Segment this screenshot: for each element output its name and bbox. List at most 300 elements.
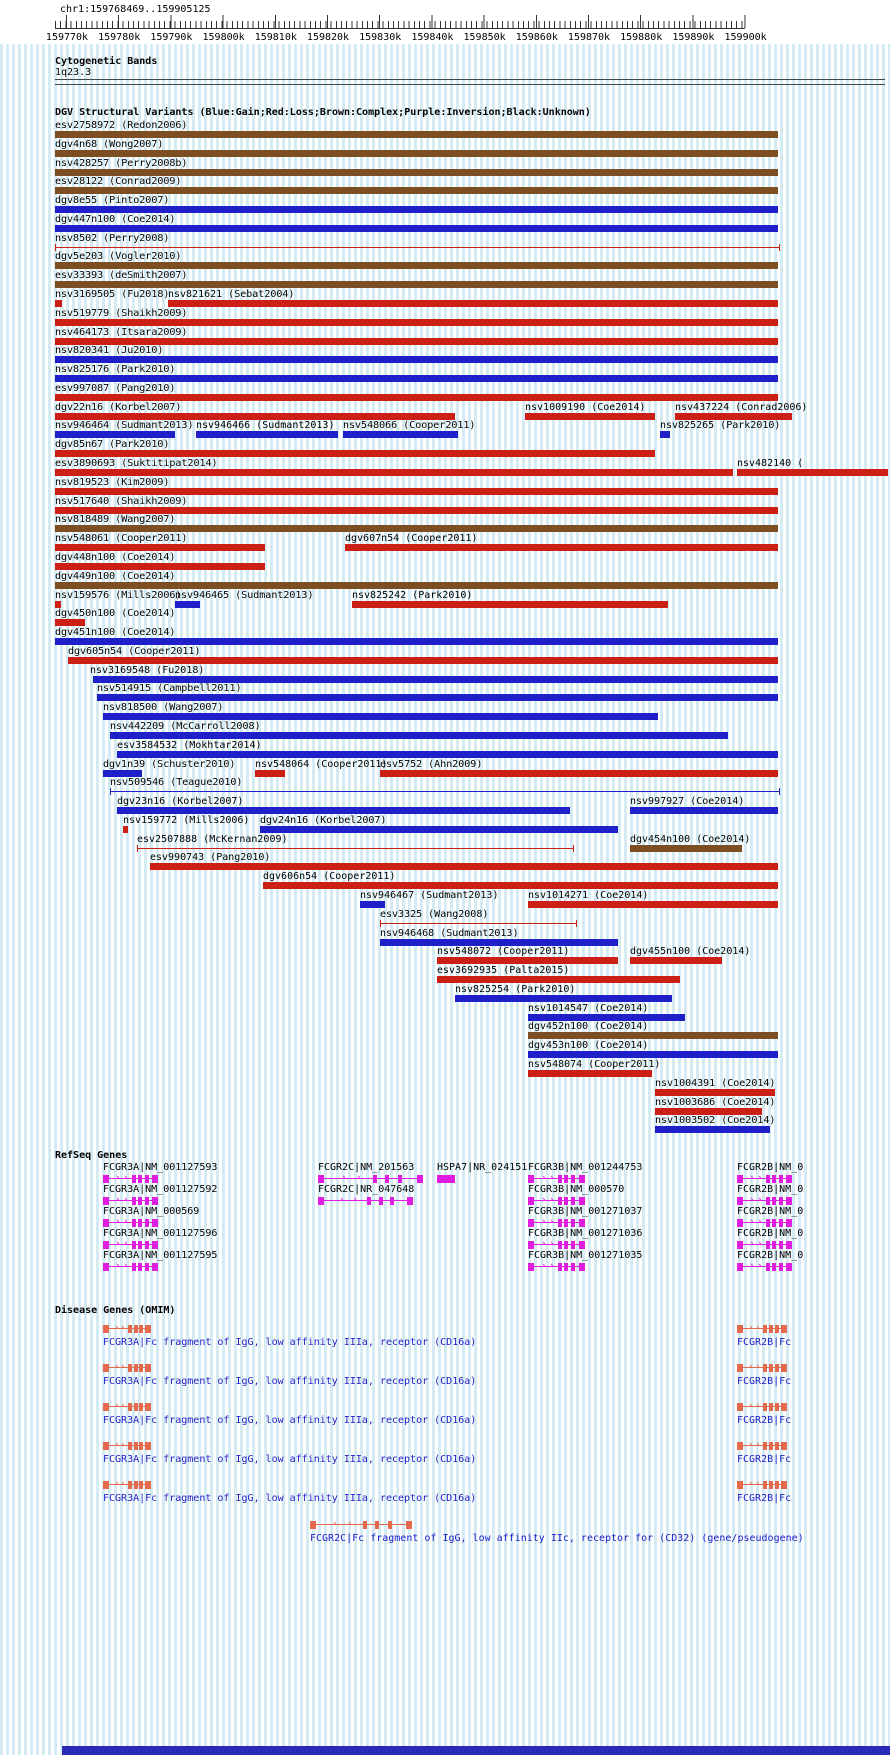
variant-bar[interactable] [55,582,778,589]
variant-bar[interactable] [55,356,778,363]
ruler-tick-label: 159880k [620,32,663,43]
variant-bar[interactable] [55,488,778,495]
variant-bar[interactable] [55,507,778,514]
variant-bar[interactable] [117,751,778,758]
gene-label[interactable]: FCGR2B|NM_0 [737,1206,804,1217]
variant-bar[interactable] [117,807,570,814]
gene-exon [407,1197,413,1205]
omim-genes-title: Disease Genes (OMIM) [55,1305,176,1316]
gene-exon [145,1481,151,1489]
variant-label[interactable]: dgv451n100 (Coe2014) [55,627,176,639]
dgv-track-title: DGV Structural Variants (Blue:Gain;Red:Loss;Brown:Complex;Purple:Inversion;Black:Unknown) [55,107,591,118]
variant-bar[interactable] [260,826,618,833]
gene-exon [379,1197,383,1205]
gene-exon [152,1197,158,1205]
variant-label[interactable]: nsv548064 (Cooper2011) [255,758,388,770]
gene-exon [145,1219,149,1227]
variant-bar[interactable] [352,601,668,608]
gene-label[interactable]: FCGR3B|NM_001271036 [528,1228,643,1239]
gene-exon [373,1175,377,1183]
gene-exon [152,1241,158,1249]
variant-label[interactable]: nsv482140 ( [737,458,804,470]
gene-exon [786,1219,792,1227]
variant-label[interactable]: nsv946466 (Sudmant2013) [196,420,335,432]
variant-bar[interactable] [97,694,778,701]
gene-glyph[interactable] [103,1363,151,1373]
gene-glyph[interactable] [103,1480,151,1490]
variant-label[interactable]: esv3325 (Wang2008) [380,908,489,920]
gene-exon [375,1521,379,1529]
variant-bar[interactable] [380,920,577,927]
variant-bar[interactable] [660,431,670,438]
gene-exon [571,1175,575,1183]
gene-exon [769,1403,773,1411]
variant-bar[interactable] [55,262,778,269]
variant-label[interactable]: nsv517640 (Shaikh2009) [55,495,188,507]
disease-gene-label[interactable]: FCGR3A|Fc fragment of IgG, low affinity IIIa, receptor (CD16a) [103,1415,477,1426]
variant-label[interactable]: nsv946467 (Sudmant2013) [360,889,499,901]
gene-label[interactable]: FCGR2B|NM_0 [737,1162,804,1173]
gene-glyph[interactable] [103,1174,158,1184]
variant-label[interactable]: nsv514915 (Campbell2011) [97,683,242,695]
gene-exon [763,1481,767,1489]
variant-label[interactable]: nsv1014547 (Coe2014) [528,1002,649,1014]
variant-label[interactable]: nsv825242 (Park2010) [352,589,473,601]
variant-bar[interactable] [380,939,618,946]
gene-exon [775,1364,779,1372]
variant-bar[interactable] [345,544,778,551]
gene-label[interactable]: FCGR3B|NM_001271035 [528,1250,643,1261]
gene-exon [766,1241,770,1249]
variant-bar[interactable] [360,901,385,908]
variant-label[interactable]: dgv606n54 (Cooper2011) [263,871,396,883]
variant-bar[interactable] [655,1089,775,1096]
variant-bar[interactable] [437,976,680,983]
gene-label[interactable]: FCGR2B|NM_0 [737,1250,804,1261]
gene-glyph[interactable] [737,1441,787,1451]
gene-glyph[interactable] [528,1240,585,1250]
variant-bar[interactable] [630,957,722,964]
gene-glyph[interactable] [737,1174,792,1184]
gene-intron-line [103,1406,151,1407]
ruler-tick-label: 159900k [724,32,767,43]
strand-arrow-icon: › [341,1173,347,1183]
gene-intron-line [737,1266,792,1267]
gene-exon [775,1481,779,1489]
gene-exon [128,1325,132,1333]
gene-glyph[interactable] [103,1262,158,1272]
gene-exon [398,1175,402,1183]
variant-bar[interactable] [175,601,200,608]
variant-label[interactable]: nsv1003502 (Coe2014) [655,1115,776,1127]
gene-intron-line [528,1200,585,1201]
variant-label[interactable]: dgv452n100 (Coe2014) [528,1021,649,1033]
variant-bar[interactable] [196,431,338,438]
variant-label[interactable]: nsv946464 (Sudmant2013) [55,420,194,432]
gene-exon [134,1403,138,1411]
gene-label[interactable]: FCGR3B|NM_001244753 [528,1162,643,1173]
variant-bar[interactable] [55,244,780,251]
gene-intron-line [528,1244,585,1245]
strand-arrow-icon: › [748,1479,754,1489]
gene-exon [769,1364,773,1372]
variant-label[interactable]: dgv447n100 (Coe2014) [55,213,176,225]
variant-label[interactable]: dgv85n67 (Park2010) [55,439,170,451]
ruler-tick-label: 159860k [515,32,558,43]
gene-exon [103,1325,109,1333]
variant-bar[interactable] [380,770,778,777]
gene-exon [737,1481,743,1489]
variant-label[interactable]: nsv519779 (Shaikh2009) [55,307,188,319]
gene-exon [781,1403,787,1411]
gene-exon [772,1219,776,1227]
gene-intron-line [318,1178,423,1179]
variant-label[interactable]: nsv825254 (Park2010) [455,983,576,995]
disease-gene-label[interactable]: FCGR2B|Fc [737,1337,792,1348]
variant-label[interactable]: esv997087 (Pang2010) [55,382,176,394]
gene-exon [134,1325,138,1333]
variant-label[interactable]: dgv453n100 (Coe2014) [528,1040,649,1052]
gene-glyph[interactable] [528,1218,585,1228]
variant-label[interactable]: nsv825176 (Park2010) [55,364,176,376]
variant-label[interactable]: esv33393 (deSmith2007) [55,270,188,282]
variant-bar[interactable] [55,338,778,345]
variant-label[interactable]: dgv5e203 (Vogler2010) [55,251,182,263]
gene-exon [763,1442,767,1450]
gene-exon [318,1175,324,1183]
gene-exon [103,1175,109,1183]
disease-gene-label[interactable]: FCGR2B|Fc [737,1376,792,1387]
variant-bar[interactable] [110,732,728,739]
gene-label[interactable]: FCGR3A|NM_000569 [103,1206,200,1217]
variant-bar[interactable] [55,169,778,176]
gene-exon [579,1219,585,1227]
gene-glyph[interactable] [737,1363,787,1373]
variant-label[interactable]: dgv607n54 (Cooper2011) [345,533,478,545]
ruler-tick-label: 159850k [463,32,506,43]
gene-glyph[interactable] [103,1402,151,1412]
variant-label[interactable]: dgv4n68 (Wong2007) [55,138,164,150]
variant-label[interactable]: nsv3169505 (Fu2018) [55,289,170,301]
gene-intron-line [737,1484,787,1485]
gene-exon [528,1241,534,1249]
variant-label[interactable]: nsv3169548 (Fu2018) [90,664,205,676]
gene-glyph[interactable] [528,1196,585,1206]
variant-label[interactable]: nsv825265 (Park2010) [660,420,781,432]
variant-bar[interactable] [55,638,778,645]
gene-exon [564,1241,568,1249]
gene-intron-line [103,1178,158,1179]
variant-bar[interactable] [455,995,672,1002]
variant-label[interactable]: nsv464173 (Itsara2009) [55,326,188,338]
gene-glyph[interactable] [528,1262,585,1272]
gene-exon [367,1197,371,1205]
variant-label[interactable]: nsv159576 (Mills2006) [55,589,182,601]
gene-glyph[interactable] [737,1240,792,1250]
variant-label[interactable]: nsv820341 (Ju2010) [55,345,164,357]
variant-bar[interactable] [55,601,61,608]
gene-exon [528,1219,534,1227]
refseq-genes-title: RefSeq Genes [55,1150,128,1161]
gene-label[interactable]: FCGR2B|NM_0 [737,1184,804,1195]
gene-glyph[interactable] [103,1196,158,1206]
gene-label[interactable]: HSPA7|NR_024151 [437,1162,528,1173]
variant-label[interactable]: esv3890693 (Suktitipat2014) [55,458,218,470]
gene-intron-line [103,1367,151,1368]
variant-label[interactable]: dgv450n100 (Coe2014) [55,608,176,620]
gene-exon [139,1364,143,1372]
ruler-tick-label: 159780k [98,32,141,43]
gene-intron-line [318,1200,413,1201]
variant-bar[interactable] [55,187,778,194]
variant-bar[interactable] [55,525,778,532]
variant-label[interactable]: nsv548074 (Cooper2011) [528,1059,661,1070]
variant-label[interactable]: nsv1003686 (Coe2014) [655,1096,776,1108]
gene-exon [139,1442,143,1450]
variant-label[interactable]: dgv455n100 (Coe2014) [630,946,751,958]
variant-bar[interactable] [528,901,778,908]
variant-bar[interactable] [150,863,778,870]
variant-label[interactable]: dgv24n16 (Korbel2007) [260,814,387,826]
variant-label[interactable]: dgv23n16 (Korbel2007) [117,796,244,808]
variant-bar[interactable] [630,807,778,814]
gene-exon [138,1197,142,1205]
strand-arrow-icon: › [123,1195,129,1205]
cytogenetic-bands-title: Cytogenetic Bands [55,56,158,67]
variant-label[interactable]: nsv548066 (Cooper2011) [343,420,476,432]
variant-bar[interactable] [528,1070,652,1077]
variant-bar[interactable] [655,1108,762,1115]
variant-bar[interactable] [528,1014,685,1021]
disease-gene-label[interactable]: FCGR2B|Fc [737,1454,792,1465]
variant-bar[interactable] [55,225,778,232]
gene-glyph[interactable] [318,1174,423,1184]
variant-label[interactable]: nsv548061 (Cooper2011) [55,533,188,545]
gene-exon [103,1241,109,1249]
variant-label[interactable]: nsv1009190 (Coe2014) [525,401,646,413]
variant-bar[interactable] [343,431,458,438]
gene-glyph[interactable] [103,1441,151,1451]
variant-label[interactable]: esv3692935 (Palta2015) [437,965,570,977]
strand-arrow-icon: › [114,1401,120,1411]
variant-bar[interactable] [655,1126,770,1133]
variant-bar[interactable] [55,150,778,157]
strand-arrow-icon: › [120,1362,126,1372]
variant-bar[interactable] [630,845,742,852]
variant-bar[interactable] [55,450,655,457]
variant-label[interactable]: dgv8e55 (Pinto2007) [55,195,170,207]
variant-bar[interactable] [110,788,780,795]
gene-label[interactable]: FCGR2B|NM_0 [737,1228,804,1239]
footer-scrollbar[interactable] [62,1746,890,1755]
variant-bar[interactable] [137,845,574,852]
variant-label[interactable]: esv28122 (Conrad2009) [55,176,182,188]
gene-exon [132,1263,136,1271]
gene-glyph[interactable] [737,1324,787,1334]
variant-label[interactable]: nsv548072 (Cooper2011) [437,946,570,958]
variant-label[interactable]: nsv428257 (Perry2008b) [55,157,188,169]
gene-glyph[interactable] [103,1324,151,1334]
gene-exon [138,1241,142,1249]
variant-label[interactable]: dgv605n54 (Cooper2011) [68,645,201,657]
variant-label[interactable]: dgv454n100 (Coe2014) [630,833,751,845]
gene-exon [786,1241,792,1249]
variant-bar[interactable] [93,676,778,683]
variant-label[interactable]: nsv159772 (Mills2006) [123,814,250,826]
gene-exon [737,1364,743,1372]
gene-glyph[interactable] [310,1520,412,1530]
variant-label[interactable]: dgv1n39 (Schuster2010) [103,758,236,770]
gene-exon [571,1241,575,1249]
variant-bar[interactable] [55,206,778,213]
variant-label[interactable]: nsv819523 (Kim2009) [55,476,170,488]
variant-bar[interactable] [55,394,778,401]
variant-bar[interactable] [528,1032,778,1039]
ruler-tick-label: 159820k [306,32,350,43]
gene-glyph[interactable] [737,1402,787,1412]
gene-glyph[interactable] [737,1480,787,1490]
gene-label[interactable]: FCGR3A|NM_001127592 [103,1184,218,1195]
variant-bar[interactable] [737,469,888,476]
gene-exon [558,1175,562,1183]
variant-label[interactable]: nsv821621 (Sebat2004) [168,289,295,301]
gene-exon [571,1263,575,1271]
disease-gene-label[interactable]: FCGR2B|Fc [737,1493,792,1504]
variant-bar[interactable] [123,826,128,833]
variant-bar[interactable] [103,713,658,720]
gene-exon [145,1442,151,1450]
gene-glyph[interactable] [103,1218,158,1228]
strand-arrow-icon: › [115,1239,121,1249]
gene-label[interactable]: FCGR3A|NM_001127593 [103,1162,218,1173]
variant-bar[interactable] [55,319,778,326]
variant-label[interactable]: nsv818489 (Wang2007) [55,514,176,526]
gene-exon [103,1481,109,1489]
gene-exon [152,1175,158,1183]
gene-exon [763,1364,767,1372]
gene-intron-line [737,1178,792,1179]
gene-glyph[interactable] [437,1174,455,1184]
variant-bar[interactable] [55,300,62,307]
variant-label[interactable]: nsv509546 (Teague2010) [110,777,243,789]
gene-exon [571,1219,575,1227]
gene-label[interactable]: FCGR3A|NM_001127595 [103,1250,218,1261]
disease-gene-label[interactable]: FCGR3A|Fc fragment of IgG, low affinity IIIa, receptor (CD16a) [103,1376,477,1387]
variant-bar[interactable] [55,469,733,476]
variant-label[interactable]: esv990743 (Pang2010) [150,852,271,864]
variant-label[interactable]: dgv22n16 (Korbel2007) [55,401,182,413]
gene-exon [132,1175,136,1183]
variant-bar[interactable] [437,957,618,964]
gene-exon [390,1197,394,1205]
gene-glyph[interactable] [737,1218,792,1228]
gene-exon [134,1364,138,1372]
variant-label[interactable]: nsv818500 (Wang2007) [103,702,224,714]
gene-exon [786,1175,792,1183]
gene-label[interactable]: FCGR2C|NR_047648 [318,1184,415,1195]
disease-gene-label[interactable]: FCGR3A|Fc fragment of IgG, low affinity IIIa, receptor (CD16a) [103,1493,477,1504]
gene-glyph[interactable] [737,1196,792,1206]
cytoband-bar[interactable] [55,79,885,85]
variant-label[interactable]: dgv449n100 (Coe2014) [55,570,176,582]
variant-label[interactable]: nsv437224 (Conrad2006) [675,401,808,413]
disease-gene-label[interactable]: FCGR3A|Fc fragment of IgG, low affinity IIIa, receptor (CD16a) [103,1454,477,1465]
variant-bar[interactable] [55,431,175,438]
variant-bar[interactable] [675,413,792,420]
variant-bar[interactable] [255,770,285,777]
variant-bar[interactable] [55,563,265,570]
variant-bar[interactable] [528,1051,778,1058]
gene-exon [737,1403,743,1411]
gene-label[interactable]: FCGR3B|NM_001271037 [528,1206,643,1217]
variant-bar[interactable] [525,413,655,420]
disease-gene-label[interactable]: FCGR2B|Fc [737,1415,792,1426]
gene-intron-line [528,1266,585,1267]
variant-bar[interactable] [168,300,778,307]
gene-exon [781,1481,787,1489]
gene-exon [363,1521,367,1529]
strand-arrow-icon: › [347,1519,353,1529]
variant-label[interactable]: esv2507888 (McKernan2009) [137,833,288,845]
gene-intron-line [737,1328,787,1329]
variant-label[interactable]: nsv997927 (Coe2014) [630,796,745,808]
variant-label[interactable]: nsv1014271 (Coe2014) [528,889,649,901]
gene-exon [558,1219,562,1227]
gene-exon [763,1403,767,1411]
variant-label[interactable]: dgv448n100 (Coe2014) [55,551,176,563]
variant-label[interactable]: esv5752 (Ahn2009) [380,758,483,770]
gene-glyph[interactable] [318,1196,413,1206]
strand-arrow-icon: › [757,1195,763,1205]
disease-gene-label[interactable]: FCGR3A|Fc fragment of IgG, low affinity IIIa, receptor (CD16a) [103,1337,477,1348]
variant-label[interactable]: esv3584532 (Mokhtar2014) [117,739,262,751]
disease-gene-label[interactable]: FCGR2C|Fc fragment of IgG, low affinity IIc, receptor for (CD32) (gene/pseudogene) [310,1533,804,1544]
strand-arrow-icon: › [120,1440,126,1450]
variant-bar[interactable] [55,619,85,626]
variant-label[interactable]: nsv1004391 (Coe2014) [655,1077,776,1089]
gene-label[interactable]: FCGR3B|NM_000570 [528,1184,625,1195]
variant-label[interactable]: nsv946468 (Sudmant2013) [380,927,519,939]
variant-label[interactable]: nsv8502 (Perry2008) [55,232,170,244]
gene-exon [579,1263,585,1271]
variant-bar[interactable] [103,770,142,777]
variant-bar[interactable] [55,413,455,420]
variant-bar[interactable] [55,131,778,138]
variant-bar[interactable] [68,657,778,664]
gene-intron-line [103,1484,151,1485]
strand-arrow-icon: › [549,1217,555,1227]
gene-exon [134,1481,138,1489]
gene-label[interactable]: FCGR3A|NM_001127596 [103,1228,218,1239]
gene-exon [132,1197,136,1205]
gene-intron-line [528,1178,585,1179]
variant-label[interactable]: nsv442209 (McCarroll2008) [110,720,261,732]
gene-exon [103,1403,109,1411]
gene-label[interactable]: FCGR2C|NM_201563 [318,1162,415,1173]
gene-glyph[interactable] [103,1240,158,1250]
gene-exon [406,1521,412,1529]
variant-bar[interactable] [55,281,778,288]
variant-label[interactable]: esv2758972 (Redon2006) [55,120,188,131]
variant-bar[interactable] [263,882,778,889]
variant-bar[interactable] [55,544,265,551]
variant-label[interactable]: nsv946465 (Sudmant2013) [175,589,314,601]
variant-bar[interactable] [55,375,778,382]
gene-glyph[interactable] [737,1262,792,1272]
gene-exon [775,1403,779,1411]
gene-glyph[interactable] [528,1174,585,1184]
strand-arrow-icon: › [549,1173,555,1183]
